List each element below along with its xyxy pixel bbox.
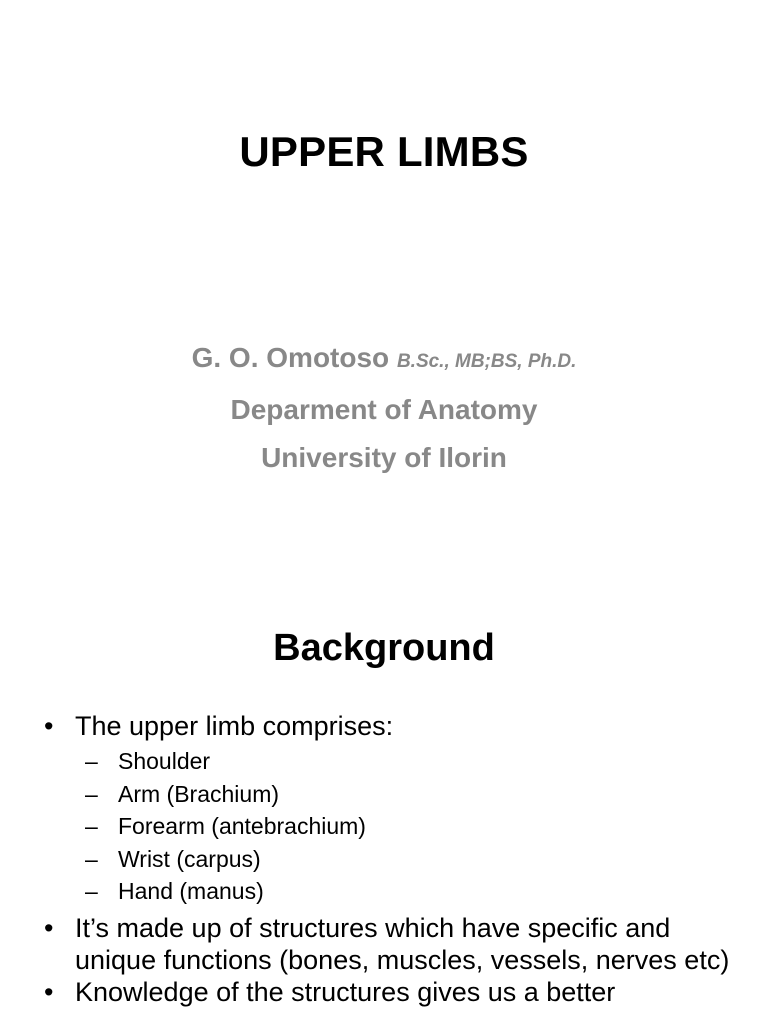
author-name: G. O. Omotoso: [191, 342, 390, 373]
list-item: [44, 710, 744, 908]
background-slide: [0, 576, 768, 1024]
dash-symbol: –: [85, 748, 98, 774]
bullet-list: [44, 710, 744, 1008]
slide-title: Background: [273, 627, 495, 669]
sub-item-text: Shoulder: [118, 748, 211, 774]
dash-symbol: –: [85, 878, 98, 904]
dash-symbol: –: [85, 780, 98, 807]
list-item: [85, 778, 744, 811]
author-credentials: B.Sc., MB;BS, Ph.D.: [396, 351, 577, 372]
bullet-symbol: •: [44, 912, 54, 943]
bullet-symbol: •: [44, 711, 54, 741]
subtitle-block: [0, 334, 768, 482]
list-item: [85, 745, 744, 778]
list-item: [85, 875, 744, 908]
author-line: [0, 334, 768, 386]
bullet-symbol: •: [44, 976, 54, 1007]
sub-item-text: Hand (manus): [118, 878, 264, 904]
slide-title: UPPER LIMBS: [239, 128, 529, 175]
bullet-text: It’s made up of structures which have specific and unique functions (bones, muscles, vessels, nerves etc): [75, 912, 730, 975]
list-item: [85, 843, 744, 876]
dash-symbol: –: [85, 845, 98, 872]
bullet-text: Knowledge of the structures gives us a better: [75, 976, 616, 1007]
dash-symbol: –: [85, 813, 98, 839]
bullet-text: The upper limb comprises:: [75, 711, 394, 741]
list-item: [85, 810, 744, 843]
university: University of Ilorin: [261, 442, 507, 473]
list-item: [44, 912, 744, 976]
sub-item-text: Forearm (antebrachium): [118, 813, 366, 839]
department: Deparment of Anatomy: [230, 394, 538, 425]
sub-item-text: Wrist (carpus): [118, 845, 261, 872]
sub-item-text: Arm (Brachium): [118, 780, 280, 807]
sub-list: [75, 745, 744, 908]
list-item: [44, 976, 744, 1008]
